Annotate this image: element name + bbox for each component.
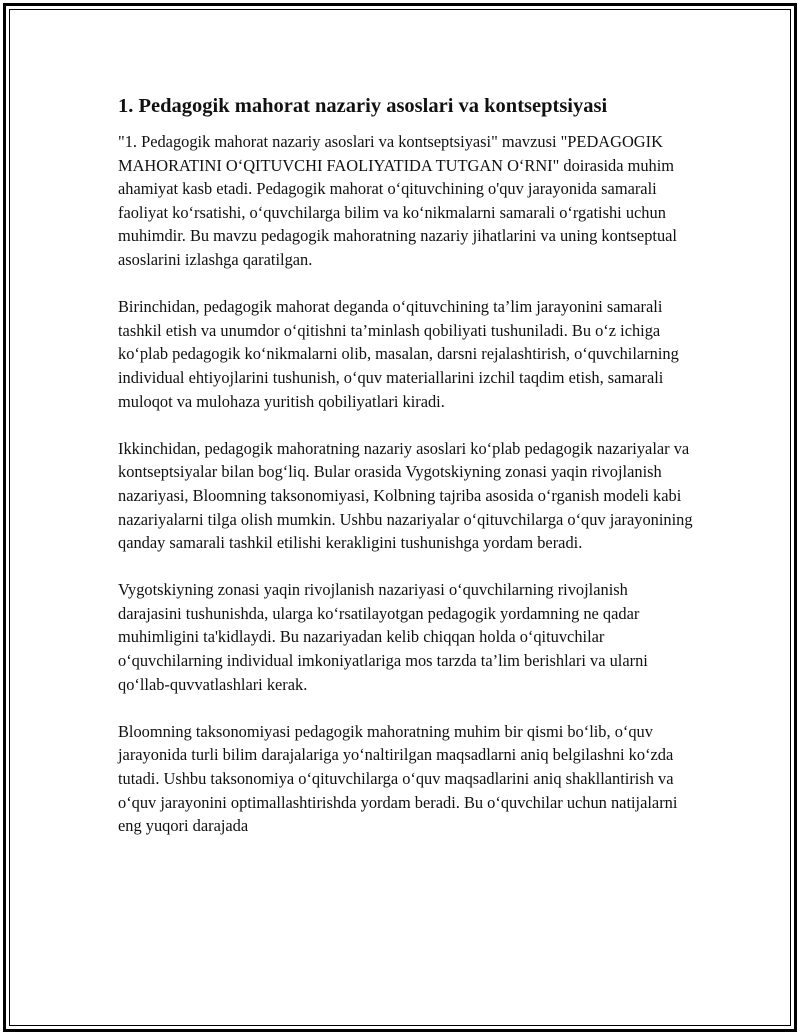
paragraph-second-point: Ikkinchidan, pedagogik mahoratning nazariy asoslari ko‘plab pedagogik nazariyalar va kontseptsiyalar bilan bog‘liq. Bular orasida Vygotskiyning zonasi yaqin rivojlanish nazariyasi, Bloomning taksonomiyasi, Kolbning tajriba asosida o‘rganish modeli kabi nazariyalarni tilga olish mumkin. Ushbu nazariyalar o‘qituvchilarga o‘quv jarayonining qanday samarali tashkil etilishi kerakligini tushunishga yordam beradi. <box>118 438 693 553</box>
section-heading: 1. Pedagogik mahorat nazariy asoslari va kontseptsiyasi <box>118 95 608 117</box>
paragraph-vygotsky: Vygotskiyning zonasi yaqin rivojlanish nazariyasi o‘quvchilarning rivojlanish darajasini tushunishda, ularga ko‘rsatilayotgan pedagogik yordamning ne qadar muhimligini ta'kidlaydi. Bu nazariyadan kelib chiqqan holda o‘qituvchilar o‘quvchilarning individual imkoniyatlariga mos tarzda ta’lim berishlari va ularni qo‘llab-quvvatlashlari kerak. <box>118 580 648 694</box>
paragraph-bloom: Bloomning taksonomiyasi pedagogik mahoratning muhim bir qismi bo‘lib, o‘quv jarayonida turli bilim darajalariga yo‘naltirilgan maqsadlarni aniq belgilashni ko‘zda tutadi. Ushbu taksonomiya o‘qituvchilarga o‘quv maqsadlarini aniq shakllantirish va o‘quv jarayonini optimallashtirishda yordam beradi. Bu o‘quvchilar uchun natijalarni eng yuqori darajada <box>118 721 678 836</box>
document-body <box>118 92 693 861</box>
paragraph-intro: "1. Pedagogik mahorat nazariy asoslari va kontseptsiyasi" mavzusi "PEDAGOGIK MAHORATINI O‘QITUVCHI FAOLIYATIDA TUTGAN O‘RNI" doirasida muhim ahamiyat kasb etadi. Pedagogik mahorat o‘qituvchining o'quv jarayonida samarali faoliyat ko‘rsatishi, o‘quvchilarga bilim va ko‘nikmalarni samarali o‘rgatishi uchun muhimdir. Bu mavzu pedagogik mahoratning nazariy jihatlarini va uning kontseptual asoslarini izlashga qaratilgan. <box>118 132 677 269</box>
paragraph-first-point: Birinchidan, pedagogik mahorat deganda o‘qituvchining ta’lim jarayonini samarali tashkil etish va unumdor o‘qitishni ta’minlash qobiliyati tushuniladi. Bu o‘z ichiga ko‘plab pedagogik ko‘nikmalarni olib, masalan, darsni rejalashtirish, o‘quvchilarning individual ehtiyojlarini tushunish, o‘quv materiallarini izchil taqdim etish, samarali muloqot va mulohaza yuritish qobiliyatlari kiradi. <box>118 297 679 411</box>
